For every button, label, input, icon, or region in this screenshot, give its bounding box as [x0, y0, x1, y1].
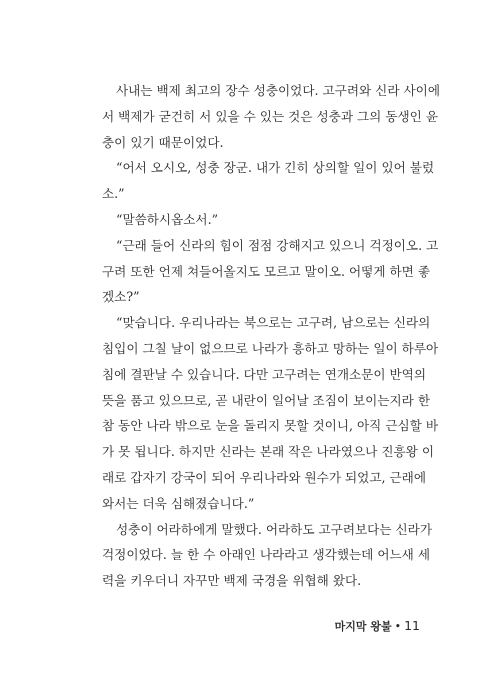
body-line: 겠소?” [102, 289, 140, 305]
body-line: 력을 키우더니 자꾸만 백제 국경을 위협해 왔다. [102, 573, 362, 589]
body-text [102, 78, 440, 594]
body-line: 뜻을 품고 있으므로, 곧 내란이 일어날 조짐이 보이는지라 한 [102, 392, 431, 408]
body-line: “근래 들어 신라의 힘이 점점 강해지고 있으니 걱정이오. 고 [116, 237, 439, 253]
body-line: “맞습니다. 우리나라는 북으로는 고구려, 남으로는 신라의 [116, 315, 431, 331]
body-line: 침에 결판날 수 있습니다. 다만 고구려는 연개소문이 반역의 [102, 366, 426, 382]
page-footer [335, 618, 420, 634]
body-line: 충이 있기 때문이었다. [102, 134, 224, 150]
body-line: 침입이 그칠 날이 없으므로 나라가 흥하고 망하는 일이 하루아 [102, 340, 439, 356]
body-line: 성충이 어라하에게 말했다. 어라하도 고구려보다는 신라가 [116, 521, 432, 537]
body-line: 래로 갑자기 강국이 되어 우리나라와 원수가 되었고, 근래에 [102, 469, 426, 485]
body-line: 참 동안 나라 밖으로 눈을 돌리지 못할 것이니, 아직 근심할 바 [102, 418, 439, 434]
footer-separator: • [394, 620, 402, 633]
body-line: 가 못 됩니다. 하지만 신라는 본래 작은 나라였으나 진흥왕 이 [102, 444, 435, 460]
running-title: 마지막 왕불 [334, 620, 392, 633]
page-number: 11 [404, 618, 420, 633]
body-line: “어서 오시오, 성충 장군. 내가 긴히 상의할 일이 있어 불렀 [116, 160, 435, 176]
body-line: 걱정이었다. 늘 한 수 아래인 나라라고 생각했는데 어느새 세 [102, 547, 431, 563]
body-line: 구려 또한 언제 쳐들어올지도 모르고 말이오. 어떻게 하면 좋 [102, 263, 431, 279]
body-line: 사내는 백제 최고의 장수 성충이었다. 고구려와 신라 사이에 [116, 83, 440, 98]
body-line: 와서는 더욱 심해졌습니다.” [102, 495, 255, 511]
body-line: 서 백제가 굳건히 서 있을 수 있는 것은 성충과 그의 동생인 윤 [102, 108, 439, 124]
body-line: “말씀하시옵소서.” [116, 211, 219, 227]
body-line: 소.” [102, 186, 125, 202]
